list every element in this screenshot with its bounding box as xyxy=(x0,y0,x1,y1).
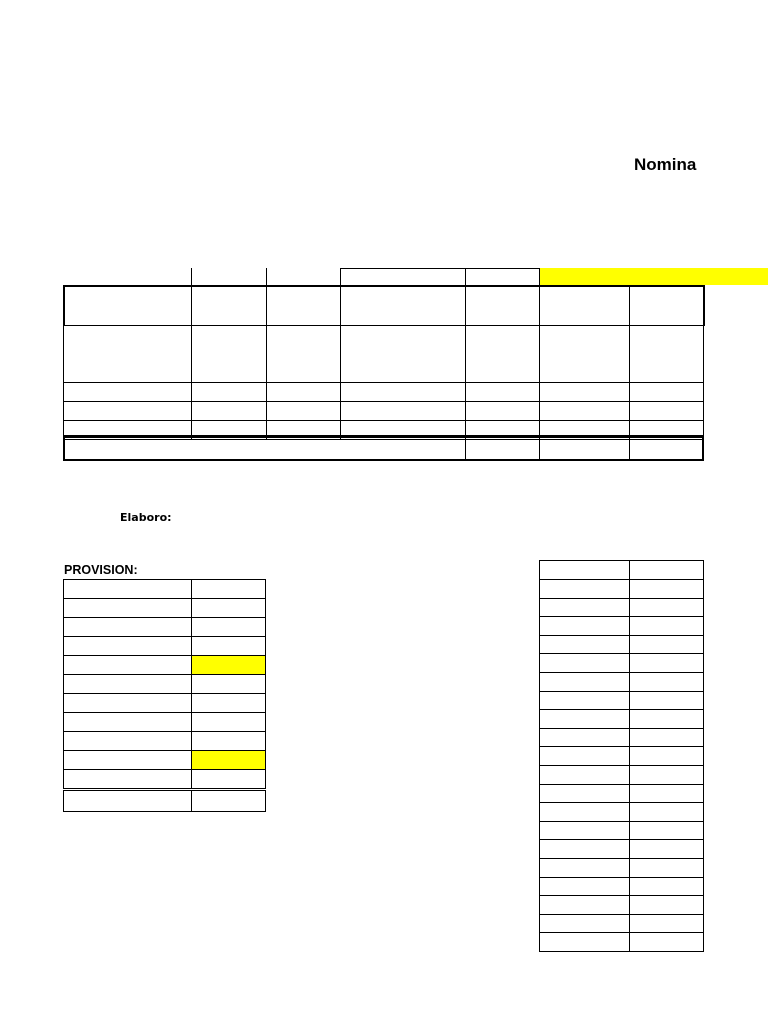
grid-line xyxy=(63,579,266,580)
grid-line xyxy=(63,693,266,694)
accounts-header-cuenta xyxy=(539,560,630,579)
grid-line xyxy=(539,858,704,859)
header-cell xyxy=(191,287,266,325)
grid-line xyxy=(63,402,64,421)
header-cell xyxy=(266,287,340,325)
accounts-cuenta xyxy=(539,877,630,896)
cell-subtransporte xyxy=(629,347,704,366)
provision-value xyxy=(191,655,266,674)
provision-row xyxy=(63,636,266,655)
accounts-concepto xyxy=(630,765,704,784)
accounts-cuenta xyxy=(539,653,630,672)
grid-line xyxy=(266,268,267,285)
grid-line xyxy=(539,951,704,952)
grid-line xyxy=(539,653,704,654)
accounts-concepto xyxy=(630,821,704,840)
cell-cedula xyxy=(191,364,266,383)
accounts-cuenta xyxy=(539,579,630,598)
provision-value xyxy=(191,617,266,636)
cell-dias xyxy=(465,364,539,383)
grid-line xyxy=(539,598,704,599)
cell-dias xyxy=(465,345,539,364)
provision-label xyxy=(63,579,191,598)
cell-sueldo xyxy=(340,364,465,383)
grid-line xyxy=(465,402,466,421)
grid-line xyxy=(191,383,192,402)
grid-line xyxy=(539,579,704,580)
grid-line xyxy=(539,635,704,636)
accounts-concepto xyxy=(630,709,704,728)
accounts-concepto xyxy=(630,784,704,803)
provision-row xyxy=(63,655,266,674)
grid-line xyxy=(63,435,65,461)
accounts-concepto xyxy=(630,914,704,933)
cell-basico xyxy=(539,364,629,383)
provision-row xyxy=(63,769,266,788)
grid-line xyxy=(63,636,266,637)
provision-label xyxy=(63,750,191,769)
grid-line xyxy=(265,790,266,812)
grid-line xyxy=(266,383,267,402)
cell-dias xyxy=(465,326,539,345)
grid-line xyxy=(266,402,267,421)
accounts-cuenta xyxy=(539,858,630,877)
provision-label xyxy=(63,693,191,712)
grid-line xyxy=(63,790,266,791)
grid-line xyxy=(63,460,704,461)
accounts-cuenta xyxy=(539,932,630,951)
cell-sueldo xyxy=(340,345,465,364)
accounts-concepto xyxy=(630,932,704,951)
accounts-cuenta xyxy=(539,672,630,691)
header-cell xyxy=(629,287,708,325)
grid-line xyxy=(63,579,64,789)
grid-line xyxy=(539,932,704,933)
accounts-concepto xyxy=(630,672,704,691)
accounts-cuenta xyxy=(539,709,630,728)
grid-line xyxy=(539,402,540,421)
grid-line xyxy=(465,268,466,285)
accounts-cuenta xyxy=(539,598,630,617)
grid-line xyxy=(539,383,540,402)
grid-line xyxy=(63,420,704,421)
grid-line xyxy=(265,579,266,789)
total-subtransporte xyxy=(629,438,701,458)
cell-subtransporte xyxy=(629,328,704,347)
cell-cargo xyxy=(266,364,340,383)
grid-line xyxy=(702,435,704,461)
grid-line xyxy=(629,383,630,402)
accounts-cuenta xyxy=(539,895,630,914)
provision-label xyxy=(63,617,191,636)
header-cell xyxy=(465,287,539,325)
grid-line xyxy=(539,709,704,710)
provision-value xyxy=(191,693,266,712)
accounts-concepto xyxy=(630,746,704,765)
accounts-concepto xyxy=(630,839,704,858)
cell-nombre xyxy=(63,326,191,345)
grid-line xyxy=(539,839,704,840)
provision-row xyxy=(63,750,266,769)
grid-line xyxy=(465,435,466,460)
accounts-concepto xyxy=(630,895,704,914)
grid-line xyxy=(63,617,266,618)
provision-row xyxy=(63,598,266,617)
accounts-cuenta xyxy=(539,691,630,710)
provision-value xyxy=(191,769,266,788)
provision-title: PROVISION: xyxy=(64,563,138,577)
grid-line xyxy=(191,579,192,789)
provision-value xyxy=(191,598,266,617)
accounts-cuenta xyxy=(539,839,630,858)
accounts-concepto xyxy=(630,635,704,654)
provision-label xyxy=(63,636,191,655)
provision-value xyxy=(191,750,266,769)
accounts-concepto xyxy=(630,728,704,747)
provision-label xyxy=(63,712,191,731)
provision-label xyxy=(63,598,191,617)
accounts-cuenta xyxy=(539,635,630,654)
grid-line xyxy=(63,811,266,812)
cell-cedula xyxy=(191,345,266,364)
grid-line xyxy=(539,895,704,896)
provision-row xyxy=(63,579,266,598)
grid-line xyxy=(63,401,704,402)
provision-label xyxy=(63,769,191,788)
provision-label xyxy=(63,655,191,674)
grid-line xyxy=(629,560,630,952)
cell-basico xyxy=(539,326,629,345)
accounts-concepto xyxy=(630,858,704,877)
grid-line xyxy=(191,790,192,812)
header-cell xyxy=(340,287,465,325)
accounts-header-concepto xyxy=(630,560,704,579)
grid-line xyxy=(539,268,540,285)
grid-line xyxy=(539,691,704,692)
accounts-cuenta xyxy=(539,728,630,747)
provision-row xyxy=(63,731,266,750)
cell-sueldo xyxy=(340,326,465,345)
elaboro-label: Elaboro: xyxy=(120,511,172,524)
provision-label xyxy=(63,674,191,693)
grid-line xyxy=(629,402,630,421)
grid-line xyxy=(191,268,192,285)
grid-line xyxy=(63,769,266,770)
grid-line xyxy=(539,746,704,747)
grid-line xyxy=(63,674,266,675)
accounts-cuenta xyxy=(539,765,630,784)
grid-line xyxy=(340,268,539,269)
provision-value xyxy=(191,674,266,693)
cell-cargo xyxy=(266,326,340,345)
grid-line xyxy=(539,672,704,673)
accounts-concepto xyxy=(630,802,704,821)
page-title: Nomina xyxy=(634,155,697,174)
grid-line xyxy=(63,383,64,402)
grid-line xyxy=(703,383,704,402)
payroll-table xyxy=(63,268,704,461)
grid-line xyxy=(539,784,704,785)
grid-line xyxy=(63,788,266,789)
header-cell xyxy=(539,287,629,325)
grid-line xyxy=(703,560,704,952)
grid-line xyxy=(539,802,704,803)
accounts-cuenta xyxy=(539,784,630,803)
grid-line xyxy=(539,877,704,878)
grid-line xyxy=(63,731,266,732)
accounts-concepto xyxy=(630,691,704,710)
grid-line xyxy=(63,750,266,751)
accounts-cuenta xyxy=(539,746,630,765)
grid-line xyxy=(340,383,341,402)
provision-value xyxy=(191,731,266,750)
accounts-concepto xyxy=(630,579,704,598)
grid-line xyxy=(191,402,192,421)
total-basico xyxy=(539,438,627,458)
cell-subtransporte xyxy=(629,366,704,385)
accounts-cuenta xyxy=(539,802,630,821)
cell-cargo xyxy=(266,345,340,364)
accounts-cuenta xyxy=(539,616,630,635)
provision-row xyxy=(63,674,266,693)
cell-nombre xyxy=(63,345,191,364)
grid-line xyxy=(63,790,64,812)
accounts-cuenta xyxy=(539,821,630,840)
grid-line xyxy=(63,598,266,599)
grid-line xyxy=(340,402,341,421)
grid-line xyxy=(539,914,704,915)
grid-line xyxy=(539,616,704,617)
accounts-concepto xyxy=(630,598,704,617)
provision-row xyxy=(63,712,266,731)
grid-line xyxy=(703,402,704,421)
cell-basico xyxy=(539,345,629,364)
provision-row xyxy=(63,617,266,636)
provision-label xyxy=(63,731,191,750)
grid-line xyxy=(63,655,266,656)
cell-cedula xyxy=(191,326,266,345)
accounts-concepto xyxy=(630,877,704,896)
accounts-concepto xyxy=(630,616,704,635)
grid-line xyxy=(539,765,704,766)
grid-line xyxy=(539,728,704,729)
provision-value xyxy=(191,636,266,655)
cell-nombre xyxy=(63,364,191,383)
grid-line xyxy=(539,560,540,952)
accounts-cuenta xyxy=(539,914,630,933)
grid-line xyxy=(539,821,704,822)
provision-value xyxy=(191,579,266,598)
provision-row xyxy=(63,693,266,712)
grid-line xyxy=(340,268,341,285)
grid-line xyxy=(465,383,466,402)
provision-value xyxy=(191,712,266,731)
grid-line xyxy=(63,712,266,713)
accounts-concepto xyxy=(630,653,704,672)
grid-line xyxy=(539,560,704,561)
